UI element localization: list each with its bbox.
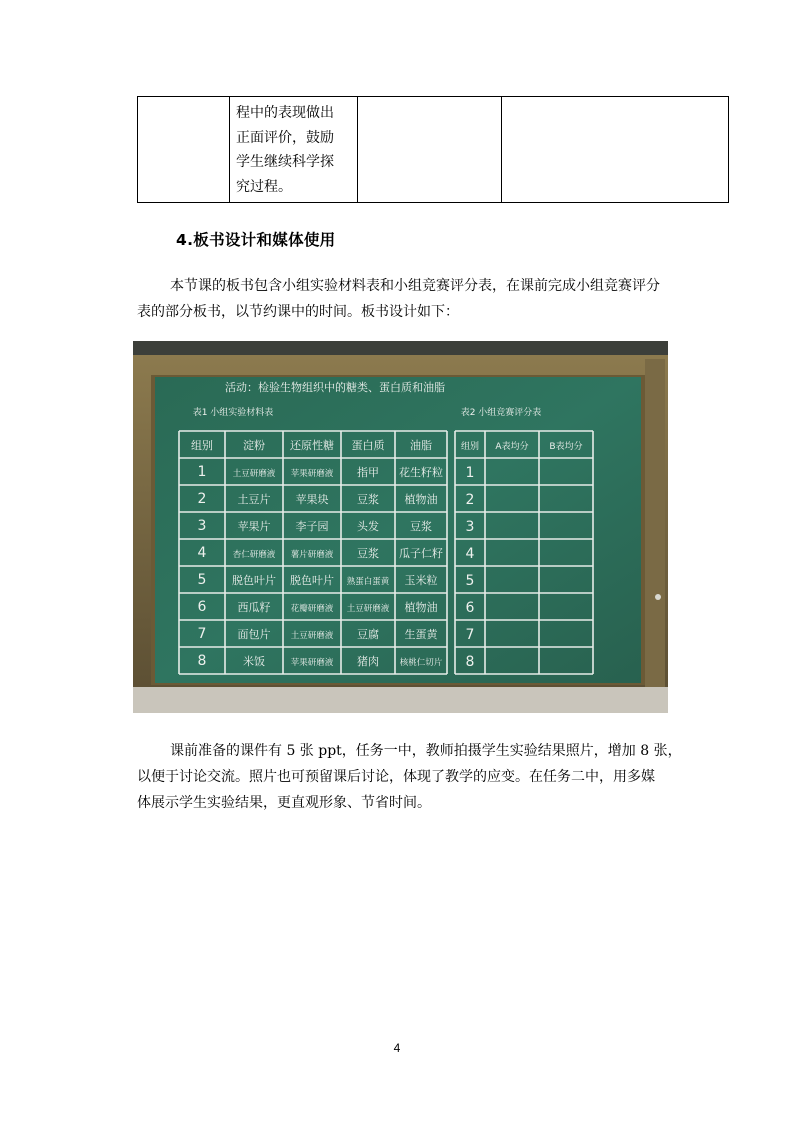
board-table1-cell: 杏仁研磨液 <box>232 550 276 560</box>
board-title: 活动：检验生物组织中的糖类、蛋白质和油脂 <box>225 381 445 394</box>
board-table1-cell: 豆浆 <box>357 493 379 506</box>
board-table2-cell: 7 <box>465 627 475 643</box>
paragraph-line: 体展示学生实验结果，更直观形象、节省时间。 <box>137 795 431 811</box>
paragraph-line: 本节课的板书包含小组实验材料表和小组竞赛评分表，在课前完成小组竞赛评分 <box>170 278 660 294</box>
board-table1-header: 还原性糖 <box>290 439 334 452</box>
board-table1-cell: 6 <box>197 599 207 615</box>
table-cell-empty <box>138 97 230 203</box>
board-table1-cell: 4 <box>197 545 207 561</box>
board-table1-cell: 李子园 <box>295 520 329 533</box>
board-table1-cell: 薯片研磨液 <box>290 550 334 560</box>
board-table1-cell: 指甲 <box>357 466 379 479</box>
board-table1-caption: 表1 小组实验材料表 <box>192 408 274 418</box>
paragraph-media <box>137 738 732 816</box>
board-table1-cell: 8 <box>197 653 207 669</box>
board-table1-cell: 豆浆 <box>410 520 432 533</box>
board-table1-cell: 苹果片 <box>237 520 271 533</box>
board-table1-cell: 头发 <box>357 520 379 533</box>
board-table2-cell: 6 <box>465 600 475 616</box>
paragraph-line: 以便于讨论交流。照片也可预留课后讨论，体现了教学的应变。在任务二中，用多媒 <box>137 769 655 785</box>
board-table1-cell: 生蛋黄 <box>404 628 438 641</box>
board-table1-cell: 花瓣研磨液 <box>290 604 334 614</box>
board-table2-cell: 2 <box>465 492 475 508</box>
table-row <box>138 97 729 203</box>
board-table1-cell: 花生籽粒 <box>399 466 443 479</box>
table-cell-empty <box>502 97 729 203</box>
board-table1-cell: 西瓜籽 <box>237 601 271 614</box>
board-table1-cell: 瓜子仁籽 <box>399 547 443 560</box>
board-table1-cell: 米饭 <box>243 655 265 668</box>
board-table1-cell: 植物油 <box>404 601 438 614</box>
board-table2-cell: 5 <box>465 573 475 589</box>
paragraph-board-intro <box>137 273 732 325</box>
section-heading: 4.板书设计和媒体使用 <box>176 231 336 249</box>
board-table1-cell: 熟蛋白蛋黄 <box>346 577 390 587</box>
paragraph-line: 表的部分板书，以节约课中的时间。板书设计如下： <box>137 304 459 320</box>
board-table1-cell: 3 <box>197 518 207 534</box>
cell-line: 程中的表现做出 <box>236 105 334 121</box>
board-table1-cell: 脱色叶片 <box>232 574 276 587</box>
cell-line: 正面评价，鼓励 <box>236 129 334 146</box>
board-table1-header: 淀粉 <box>243 439 265 452</box>
board-table2-cell: 4 <box>465 546 475 562</box>
board-table1-cell: 脱色叶片 <box>290 574 334 587</box>
board-table1-cell: 面包片 <box>237 628 271 641</box>
page-number: 4 <box>393 1041 401 1055</box>
board-table1-header: 蛋白质 <box>351 439 385 452</box>
cell-line: 究过程。 <box>236 178 292 195</box>
board-table2-header: A表均分 <box>495 442 529 452</box>
board-table1-cell: 土豆研磨液 <box>232 469 276 479</box>
board-table2-header: B表均分 <box>549 442 583 452</box>
board-table1-cell: 苹果块 <box>295 493 329 506</box>
board-table1-cell: 苹果研磨液 <box>290 658 334 668</box>
board-table1-cell: 1 <box>197 464 207 480</box>
board-table2-cell: 1 <box>465 465 475 481</box>
board-table1-cell: 豆腐 <box>357 628 379 641</box>
board-table1-cell: 植物油 <box>404 493 438 506</box>
board-table2-header: 组别 <box>460 442 480 452</box>
blackboard-photo <box>133 341 668 713</box>
board-table1-cell: 猪肉 <box>357 655 379 668</box>
board-table1-header: 油脂 <box>410 439 432 452</box>
board-table1-cell: 豆浆 <box>357 547 379 560</box>
board-table1-cell: 土豆片 <box>237 493 271 506</box>
board-table1-header: 组别 <box>191 439 213 452</box>
board-table2-cell: 3 <box>465 519 475 535</box>
board-table1-cell: 玉米粒 <box>404 574 438 587</box>
board-table1-cell: 苹果研磨液 <box>290 469 334 479</box>
board-table1-cell: 土豆研磨液 <box>346 604 390 614</box>
table-cell-evaluation <box>230 97 358 203</box>
paragraph-line: 课前准备的课件有 5 张 ppt，任务一中，教师拍摄学生实验结果照片，增加 8 张， <box>170 743 682 759</box>
board-table1-cell: 5 <box>197 572 207 588</box>
blackboard-drawing <box>133 341 668 713</box>
board-table1-cell: 核桃仁切片 <box>399 658 443 668</box>
table-cell-empty <box>358 97 502 203</box>
cell-line: 学生继续科学探 <box>236 154 334 170</box>
continuation-table <box>137 96 729 203</box>
board-table2-caption: 表2 小组竞赛评分表 <box>460 408 542 418</box>
board-table1-cell: 土豆研磨液 <box>290 631 334 641</box>
board-table1-cell: 2 <box>197 491 207 507</box>
board-table2-cell: 8 <box>465 654 475 670</box>
board-table1-cell: 7 <box>197 626 207 642</box>
